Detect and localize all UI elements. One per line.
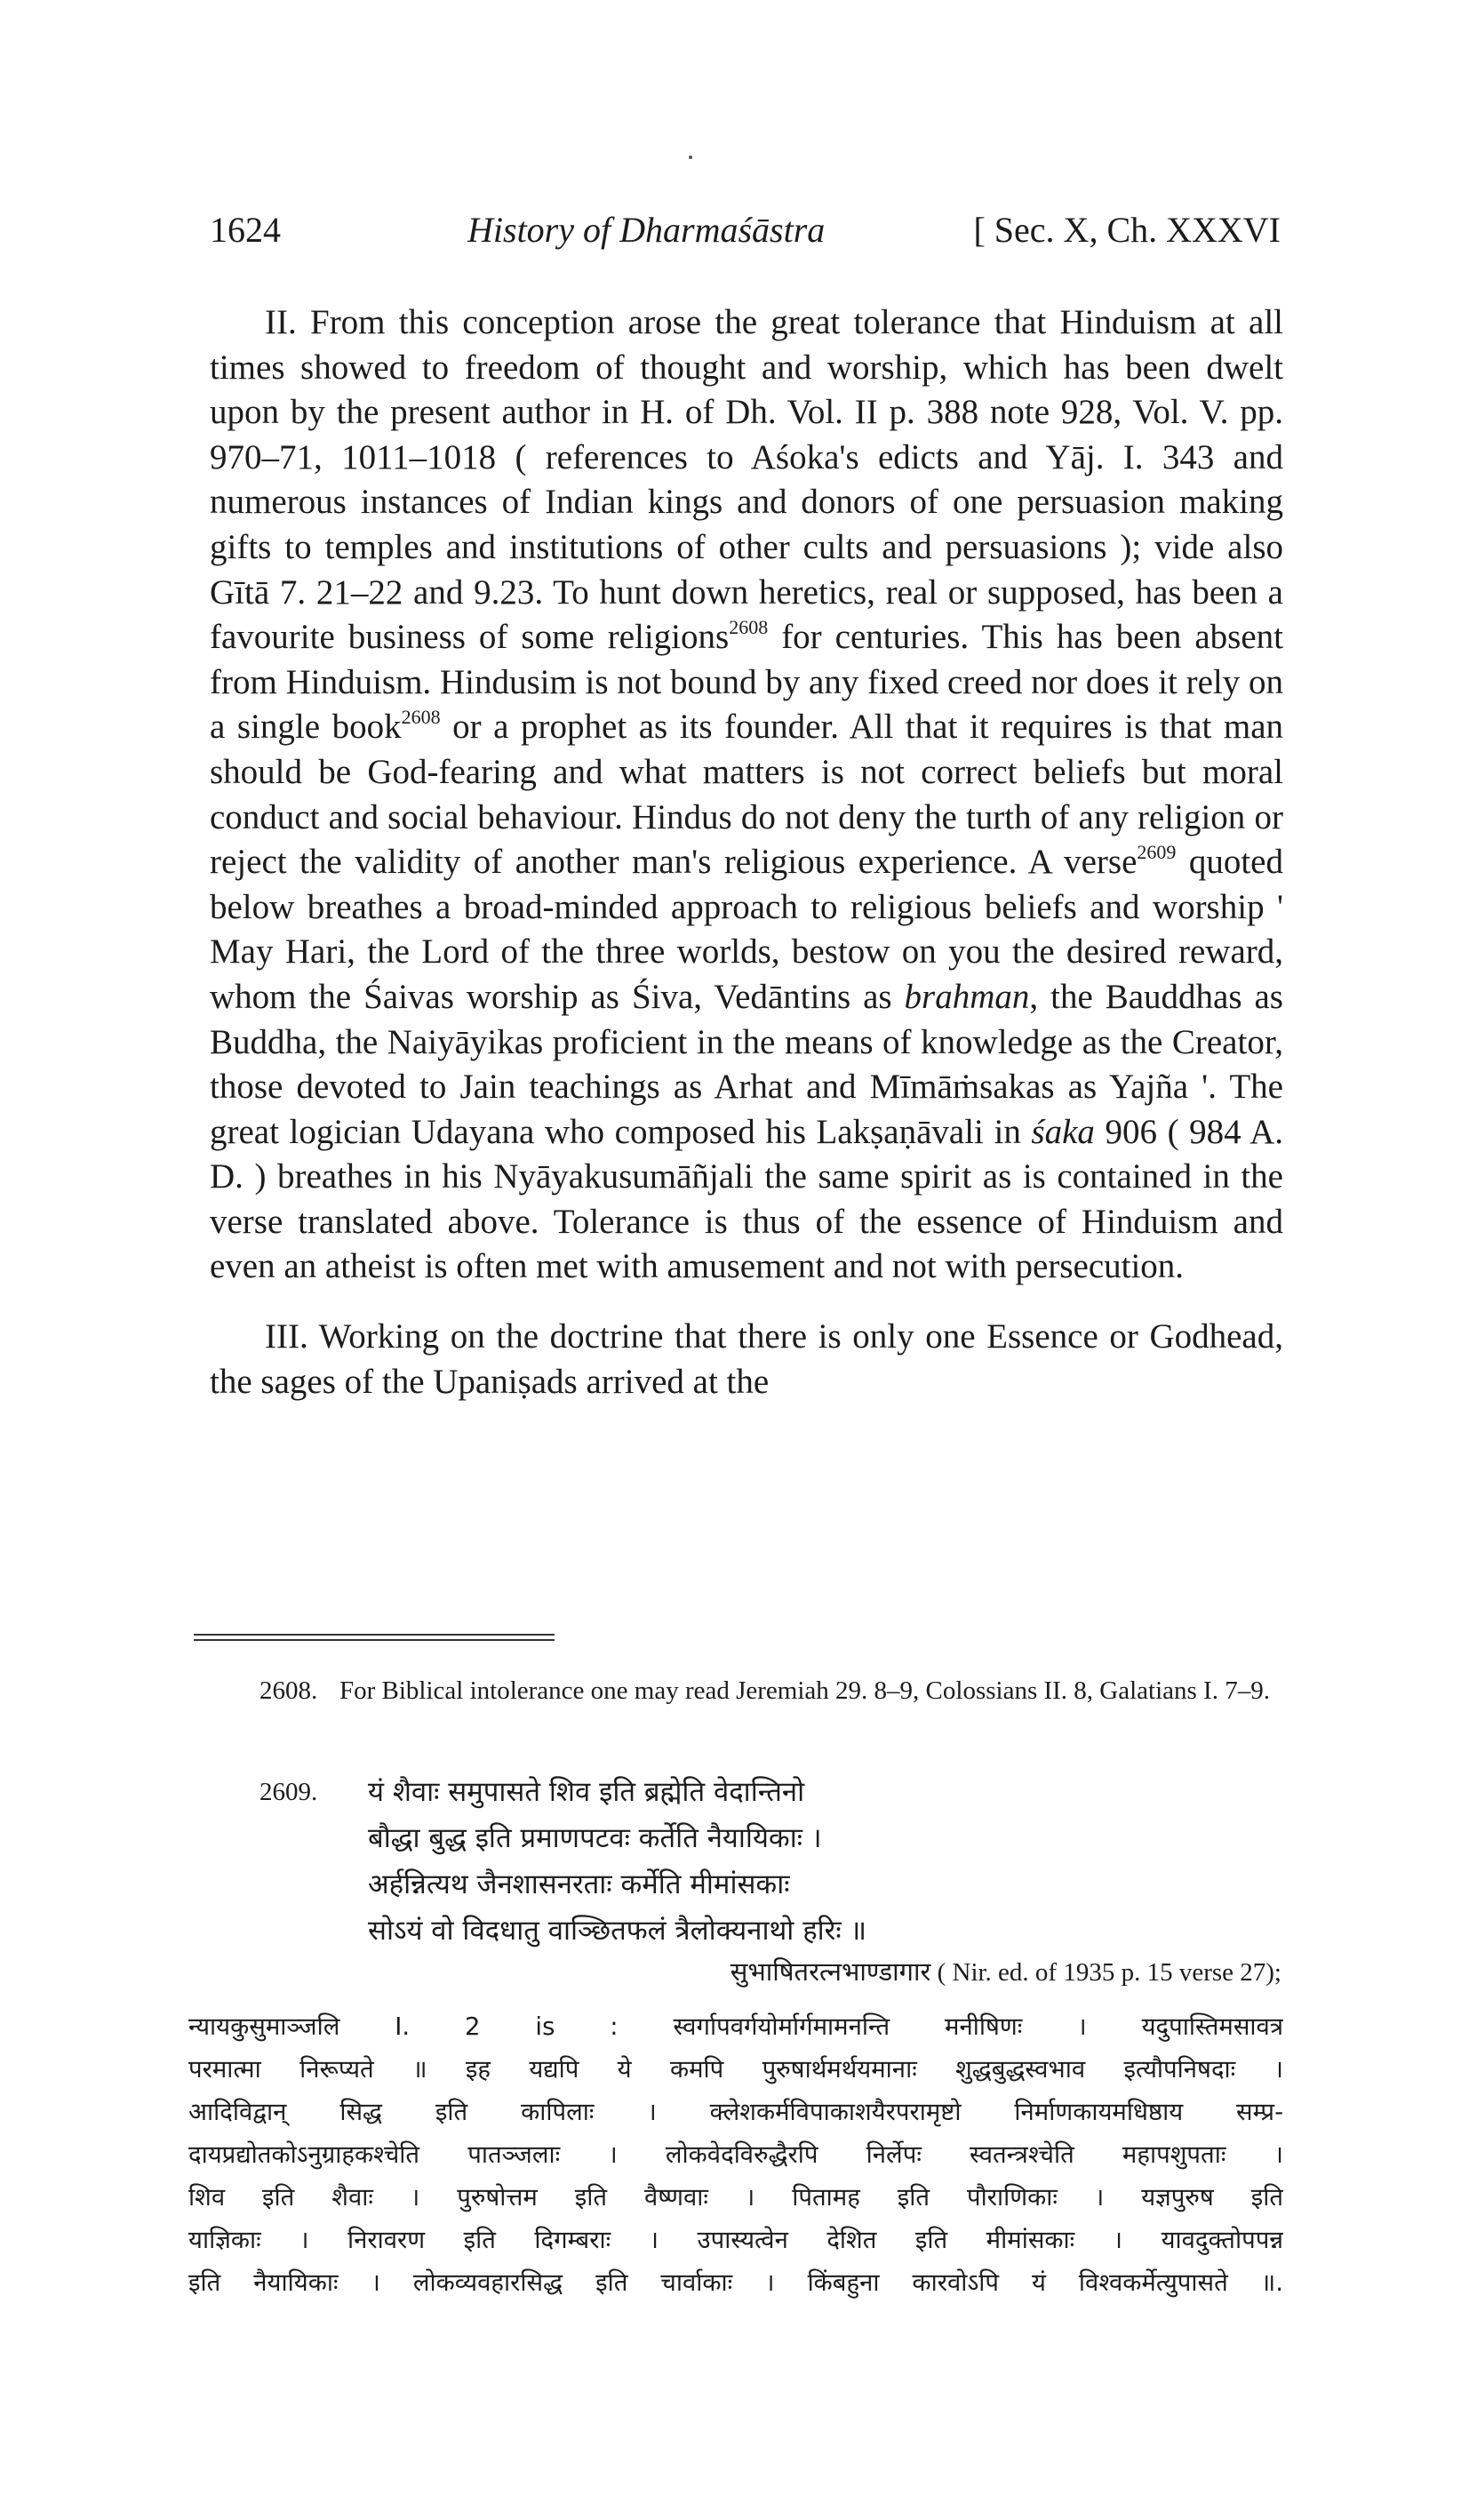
para2-text-5: , the Bauddhas as Buddha, the Naiyāyikas proficient in the means of knowledge as the Creator, those devoted to Jain teachings as Arhat and Mīmāṁsakas as Yajña '. The great logician Udayana who composed his Lakṣaṇāvali in xyxy=(210,977,1283,1151)
commentary-block xyxy=(188,2005,1283,2304)
verse-line: अर्हन्नित्यथ जैनशासनरताः कर्मेति मीमांसकाः xyxy=(368,1868,790,1900)
source-edition: ( Nir. ed. of 1935 p. 15 verse 27); xyxy=(930,1958,1281,1987)
page-number: 1624 xyxy=(210,210,281,250)
book-title: History of Dharmaśāstra xyxy=(467,210,826,250)
para2-text-2: for centuries. This has been absent from Hinduism. Hindusim is not bound by any fixed creed nor does it rely on a single book xyxy=(210,618,1283,747)
footnote-ref-2609[interactable]: 2609 xyxy=(1137,841,1177,864)
footnote-ref-2608b[interactable]: 2608 xyxy=(401,706,441,729)
footnote-number-2609: 2609. xyxy=(259,1778,318,1806)
running-header xyxy=(210,209,1281,259)
footnote-ref-2608[interactable]: 2608 xyxy=(729,616,769,639)
footnote-rule xyxy=(194,1634,555,1636)
italic-saka: śaka xyxy=(1031,1112,1095,1151)
commentary-line: याज्ञिकाः । निरावरण इति दिगम्बराः । उपास्यत्वेन देशित इति मीमांसकाः । यावदुक्तोपपन्न xyxy=(188,2226,1283,2254)
footnote-2608 xyxy=(188,1671,1283,1710)
commentary-line: शिव इति शैवाः । पुरुषोत्तम इति वैष्णवाः । पितामह इति पौराणिकाः । यज्ञपुरुष इति xyxy=(188,2183,1283,2212)
main-text xyxy=(210,300,1283,1429)
verse-line: बौद्धा बुद्ध इति प्रमाणपटवः कर्तेति नैयायिकाः । xyxy=(368,1822,822,1854)
verse-source xyxy=(731,1954,1281,1988)
paragraph-3: III. Working on the doctrine that there is only one Essence or Godhead, the sages of the Upaniṣads arrived at the xyxy=(210,1317,1283,1401)
footnote-2609-verse xyxy=(259,1769,1281,1954)
commentary-line: दायप्रद्योतकोऽनुग्राहकश्चेति पातञ्जलाः । लोकवेदविरुद्धैरपि निर्लेपः स्वतन्त्रश्चेति महापशुपताः । xyxy=(188,2140,1283,2169)
paragraph-2 xyxy=(210,300,1283,1290)
commentary-line: परमात्मा निरूप्यते ॥ इह यद्यपि ये कमपि पुरुषार्थमर्थयमानाः शुद्धबुद्धस्वभाव इत्यौपनिषदाः । xyxy=(188,2055,1283,2084)
para2-text-6: 906 ( 984 A. D. ) breathes in his Nyāyakusumāñjali the same spirit as is contained in the verse translated above. Tolerance is thus of the essence of Hinduism and even an atheist is often met with amusement and not with persecution. xyxy=(210,1112,1283,1286)
section-label: [ Sec. X, Ch. XXXVI xyxy=(973,210,1281,250)
footnote-number-2608: 2608. xyxy=(259,1676,318,1705)
footnote-rule-2 xyxy=(194,1639,555,1641)
verse-line: यं शैवाः समुपासते शिव इति ब्रह्मेति वेदान्तिनो xyxy=(368,1776,805,1808)
footnote-text-2608: For Biblical intolerance one may read Jeremiah 29. 8–9, Colossians II. 8, Galatians I. 7–9. xyxy=(339,1676,1270,1705)
commentary-line: इति नैयायिकाः । लोकव्यवहारसिद्ध इति चार्वाकाः । किंबहुना कारवोऽपि यं विश्वकर्मेत्युपासते ॥. xyxy=(188,2268,1283,2297)
verse-line: सोऽयं वो विदधातु वाञ्छितफलं त्रैलोक्यनाथो हरिः ॥ xyxy=(368,1915,867,1947)
commentary-line: न्यायकुसुमाञ्जलि I. 2 is : स्वर्गापवर्गयोर्मार्गमामनन्ति मनीषिणः । यदुपास्तिमसावत्र xyxy=(188,2012,1283,2041)
source-title: सुभाषितरत्नभाण्डागार xyxy=(730,1956,931,1987)
para2-text-4: quoted below breathes a broad-minded approach to religious beliefs and worship ' May Hari, the Lord of the three worlds, bestow on you the desired reward, whom the Śaivas worship as Śiva, Vedāntins as xyxy=(210,843,1283,1016)
speck xyxy=(689,156,692,159)
commentary-line: आदिविद्वान् सिद्ध इति कापिलाः । क्लेशकर्मविपाकाशयैरपरामृष्टो निर्माणकायमधिष्ठाय सम्प्र- xyxy=(188,2098,1283,2126)
italic-brahman: brahman xyxy=(904,977,1030,1016)
para2-text-3: or a prophet as its founder. All that it requires is that man should be God-fearing and what matters is not correct beliefs but moral conduct and social behaviour. Hindus do not deny the turth of any religion or reject the validity of another man's religious experience. A verse xyxy=(210,708,1283,882)
para2-text-1: II. From this conception arose the great tolerance that Hinduism at all times showed to freedom of thought and worship, which has been dwelt upon by the present author in H. of Dh. Vol. II p. 388 note 928, Vol. V. pp. 970–71, 1011–1018 ( references to Aśoka's edicts and Yāj. I. 343 and numerous instances of Indian kings and donors of one persuasion making gifts to temples and institutions of other cults and persuasions ); vide also Gītā 7. 21–22 and 9.23. To hunt down heretics, real or supposed, has been a favourite business of some religions xyxy=(210,303,1283,657)
